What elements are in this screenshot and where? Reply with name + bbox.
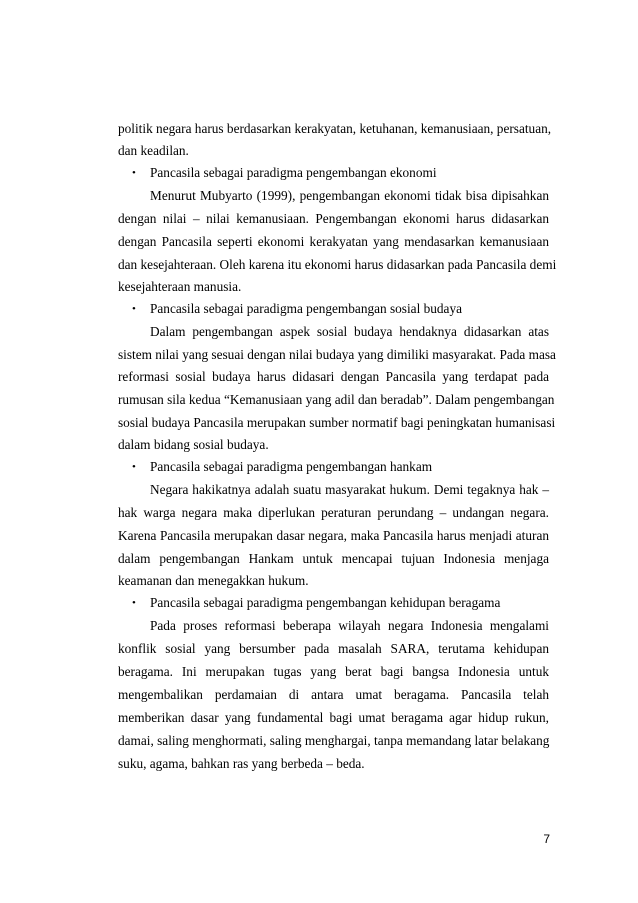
bullet-icon: • [132,461,136,473]
body-text-line: mengembalikan perdamaian di antara umat beragama. Pancasila telah [118,687,549,702]
section-heading: Pancasila sebagai paradigma pengembangan hankam [150,459,433,474]
body-text-line: sistem nilai yang sesuai dengan nilai budaya yang dimiliki masyarakat. Pada masa [118,347,556,362]
body-text-line: beragama. Ini merupakan tugas yang berat bagi bangsa Indonesia untuk [118,664,549,679]
body-text-line: Pada proses reformasi beberapa wilayah negara Indonesia mengalami [150,618,549,633]
body-text-line: Negara hakikatnya adalah suatu masyarakat hukum. Demi tegaknya hak – [150,482,549,497]
section-heading: Pancasila sebagai paradigma pengembangan sosial budaya [150,301,462,316]
body-text-line: dalam pengembangan Hankam untuk mencapai tujuan Indonesia menjaga [118,551,549,566]
body-text-line: rumusan sila kedua “Kemanusiaan yang adil dan beradab”. Dalam pengembangan [118,392,555,407]
body-text-line: dengan Pancasila seperti ekonomi kerakyatan yang mendasarkan kemanusiaan [118,234,549,249]
body-text-line: keamanan dan menegakkan hukum. [118,573,309,588]
section-heading: Pancasila sebagai paradigma pengembangan ekonomi [150,165,437,180]
body-text-line: memberikan dasar yang fundamental bagi umat beragama agar hidup rukun, [118,710,549,725]
body-text-line: sosial budaya Pancasila merupakan sumber normatif bagi peningkatan humanisasi [118,415,556,430]
body-text-line: Menurut Mubyarto (1999), pengembangan ekonomi tidak bisa dipisahkan [150,188,549,203]
body-text-line: suku, agama, bahkan ras yang berbeda – beda. [118,756,365,771]
body-text-line: dan keadilan. [118,143,189,158]
body-text-line: konflik sosial yang bersumber pada masalah SARA, terutama kehidupan [118,641,549,656]
body-text-line: politik negara harus berdasarkan kerakyatan, ketuhanan, kemanusiaan, persatuan, [118,121,552,136]
body-text-line: dalam bidang sosial budaya. [118,437,269,452]
bullet-icon: • [132,167,136,179]
body-text-line: kesejahteraan manusia. [118,279,242,294]
body-text-line: reformasi sosial budaya harus didasari dengan Pancasila yang terdapat pada [118,369,549,384]
bullet-icon: • [132,597,136,609]
body-text-line: dengan nilai – nilai kemanusiaan. Pengembangan ekonomi harus didasarkan [118,211,549,226]
section-heading: Pancasila sebagai paradigma pengembangan kehidupan beragama [150,595,501,610]
page-number: 7 [543,832,550,846]
body-text-line: hak warga negara maka diperlukan peraturan perundang – undangan negara. [118,505,549,520]
body-text-line: damai, saling menghormati, saling menghargai, tanpa memandang latar belakang [118,733,550,748]
body-text-line: Dalam pengembangan aspek sosial budaya hendaknya didasarkan atas [150,324,549,339]
bullet-icon: • [132,303,136,315]
body-text-line: Karena Pancasila merupakan dasar negara, maka Pancasila harus menjadi aturan [118,528,549,543]
body-text-line: dan kesejahteraan. Oleh karena itu ekonomi harus didasarkan pada Pancasila demi [118,257,557,272]
